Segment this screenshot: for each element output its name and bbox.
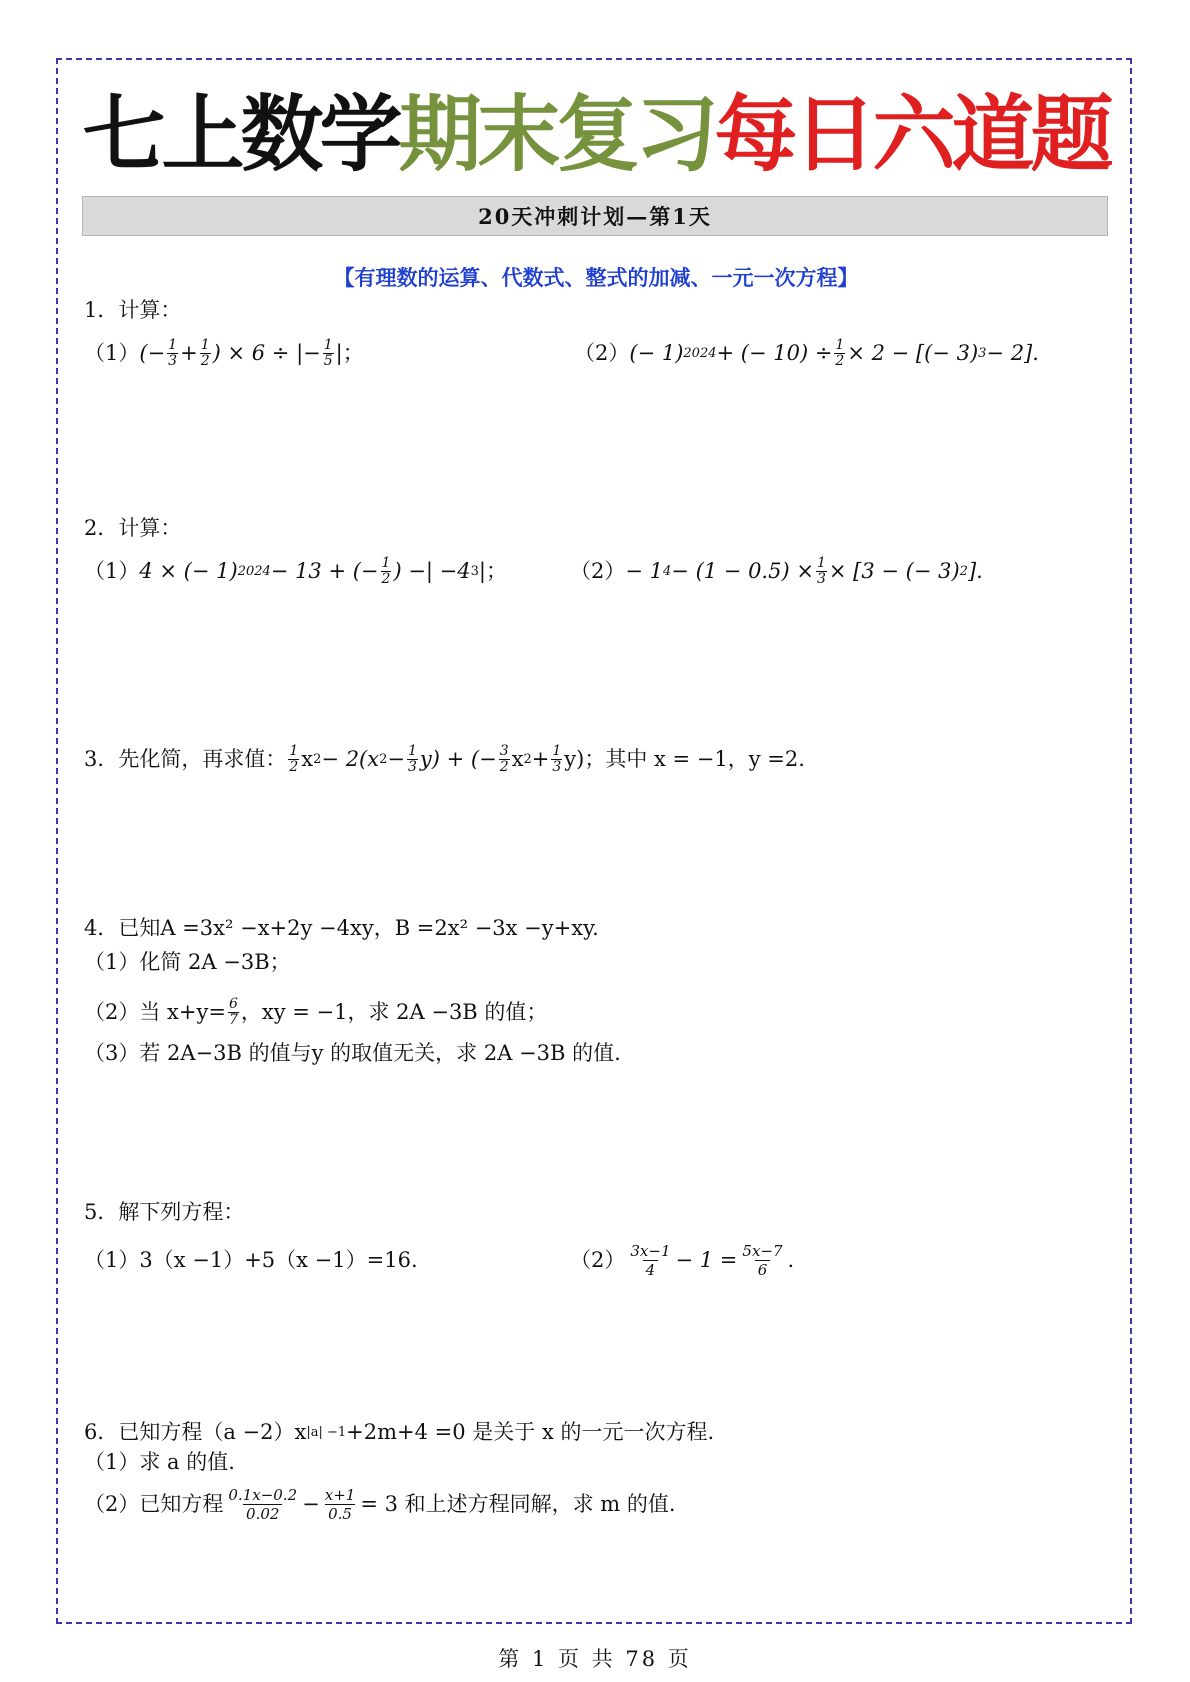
q2-p2-exponent: 4 <box>663 564 672 579</box>
q1-p2-text: (− 1) <box>629 341 684 365</box>
q3-line <box>84 744 805 775</box>
q1-p2-fraction: $\frac{1}{2}$ <box>835 337 845 369</box>
q5-part2 <box>570 1242 794 1279</box>
q2-p1-text: |； <box>478 559 507 583</box>
q6-stem-text: +2m+4 =0 是关于 x 的一元一次方程. <box>346 1420 715 1444</box>
q3-text: x <box>511 747 524 771</box>
q4-stem-text: 4．已知A =3x² −x+2y −4xy，B =2x² −3x −y+xy. <box>84 916 599 940</box>
q3-text: − <box>387 747 405 771</box>
q2-p1-text: − 13 + (− <box>270 559 379 583</box>
q2-p1-exponent: 2024 <box>237 564 271 579</box>
q1-p1-text: (− <box>139 341 166 365</box>
q4-part2 <box>84 997 547 1028</box>
q3-text: y)；其中 x = −1，y =2. <box>564 747 805 771</box>
q5-p2-label: （2） <box>570 1248 626 1272</box>
q1-part2 <box>574 338 1039 369</box>
page-number: 第 1 页 共 78 页 <box>498 1647 692 1671</box>
q1-p1-text: ) × 6 ÷ |− <box>212 341 321 365</box>
title-part-black: 七上数学 <box>82 85 399 183</box>
q2-stem-text: 2．计算： <box>84 516 182 540</box>
q2-p1-label: （1） <box>84 559 140 583</box>
q6-stem <box>84 1422 714 1443</box>
q4-p3-text: （3）若 2A−3B 的值与y 的取值无关，求 2A −3B 的值. <box>84 1041 621 1065</box>
q3-exponent: 2 <box>523 752 532 767</box>
q2-p2-text: × [3 − (− 3) <box>828 559 960 583</box>
q4-part3 <box>84 1043 621 1064</box>
q1-p2-exponent: 2024 <box>683 346 717 361</box>
q1-stem-text: 1．计算： <box>84 298 182 322</box>
q4-part1 <box>84 952 291 973</box>
q6-exponent: |a| −1 <box>306 1425 347 1440</box>
subtitle: 20天冲刺计划—第1天 <box>478 204 712 229</box>
q5-stem <box>84 1202 244 1223</box>
q4-stem <box>84 918 599 939</box>
q3-fraction: $\frac{1}{2}$ <box>289 743 299 775</box>
q1-stem <box>84 300 181 321</box>
q2-p1-fraction: $\frac{1}{2}$ <box>381 555 391 587</box>
q2-stem <box>84 518 181 539</box>
q2-p2-text: − 1 <box>625 559 664 583</box>
q3-text: − 2(x <box>321 747 380 771</box>
q1-p2-text: − 2]. <box>986 341 1039 365</box>
q1-p1-fraction: $\frac{1}{3}$ <box>168 337 178 369</box>
q3-fraction: $\frac{1}{3}$ <box>552 743 562 775</box>
q3-fraction: $\frac{3}{2}$ <box>499 743 509 775</box>
q1-part1 <box>84 338 364 369</box>
q1-p2-label: （2） <box>574 341 630 365</box>
q5-p2-fraction: $\frac{3x-1}{4}$ <box>630 1242 671 1279</box>
q1-p2-text: × 2 − [(− 3) <box>847 341 979 365</box>
title-part-green: 期末复习 <box>398 85 715 183</box>
q3-exponent: 2 <box>379 752 388 767</box>
q5-stem-text: 5．解下列方程： <box>84 1200 245 1224</box>
subtitle-bar <box>82 196 1108 236</box>
q2-p1-exponent: 3 <box>470 564 479 579</box>
q4-p2-text: （2）当 x+y= <box>84 1000 226 1024</box>
page-border <box>56 58 1132 1624</box>
q1-p2-text: + (− 10) ÷ <box>716 341 833 365</box>
q2-p2-text: ]. <box>967 559 983 583</box>
q2-part1 <box>84 556 507 587</box>
q4-p1-text: （1）化简 2A −3B； <box>84 950 291 974</box>
q3-exponent: 2 <box>313 752 322 767</box>
q2-p1-text: ) −| −4 <box>393 559 471 583</box>
q5-p1-text: （1）3（x −1）+5（x −1）=16. <box>84 1248 418 1272</box>
q2-p2-text: − (1 − 0.5) × <box>671 559 814 583</box>
page-title <box>60 80 1132 188</box>
q4-p2-fraction: $\frac{6}{7}$ <box>228 996 238 1028</box>
q6-p2-text: − <box>302 1492 320 1516</box>
q6-stem-text: 6．已知方程（a −2）x <box>84 1420 307 1444</box>
q1-p1-text: + <box>180 341 198 365</box>
title-part-red: 每日六道题 <box>714 85 1110 183</box>
q6-p1-text: （1）求 a 的值. <box>84 1450 235 1474</box>
q3-text: + <box>531 747 550 771</box>
q5-p2-fraction: $\frac{5x-7}{6}$ <box>742 1242 783 1279</box>
q6-p2-fraction: $\frac{x+1}{0.5}$ <box>324 1486 356 1523</box>
q5-part1 <box>84 1250 418 1271</box>
q5-p2-text: − 1 = <box>675 1248 738 1272</box>
q6-p2-fraction: $\frac{0.1x-0.2}{0.02}$ <box>228 1486 298 1523</box>
q2-part2 <box>570 556 983 587</box>
q5-p2-text: . <box>787 1248 795 1272</box>
q6-part1 <box>84 1452 235 1473</box>
q6-part2 <box>84 1486 676 1523</box>
q3-text: x <box>301 747 314 771</box>
q6-p2-text: = 3 和上述方程同解，求 m 的值. <box>360 1492 676 1516</box>
q1-p1-fraction: $\frac{1}{2}$ <box>200 337 210 369</box>
topic-heading: 【有理数的运算、代数式、整式的加减、一元一次方程】 <box>333 266 859 290</box>
q6-p2-text: （2）已知方程 <box>84 1492 224 1516</box>
q4-p2-text: ，xy = −1，求 2A −3B 的值； <box>240 1000 548 1024</box>
q3-fraction: $\frac{1}{3}$ <box>407 743 417 775</box>
q1-p1-fraction: $\frac{1}{5}$ <box>323 337 333 369</box>
q1-p2-exponent: 3 <box>978 346 987 361</box>
q2-p2-fraction: $\frac{1}{3}$ <box>816 555 826 587</box>
q3-prefix: 3．先化简，再求值： <box>84 747 287 771</box>
q2-p2-exponent: 2 <box>959 564 968 579</box>
q1-p1-text: |； <box>335 341 364 365</box>
q1-p1-label: （1） <box>84 341 140 365</box>
q2-p2-label: （2） <box>570 559 626 583</box>
q2-p1-text: 4 × (− 1) <box>139 559 238 583</box>
q3-text: y) + (− <box>419 747 497 771</box>
